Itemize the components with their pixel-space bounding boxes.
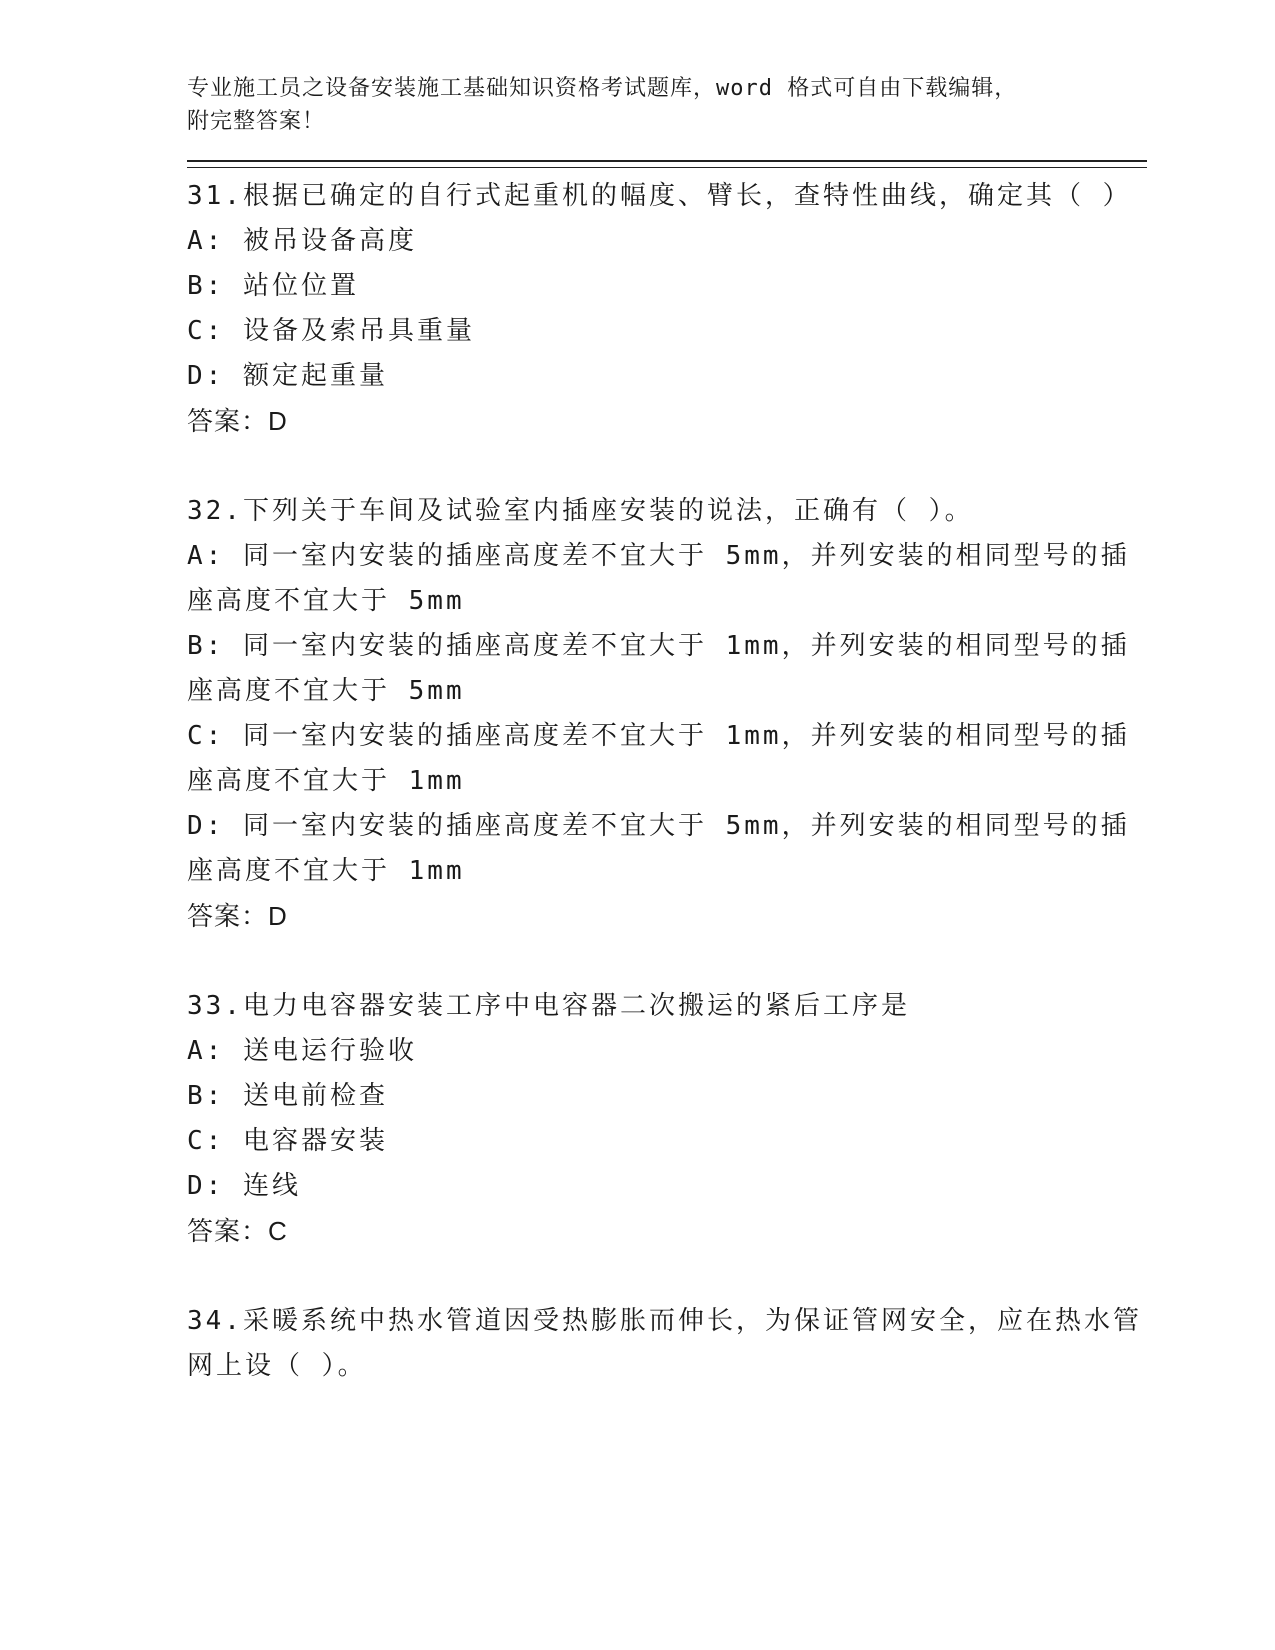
- option-letter: A:: [187, 541, 225, 571]
- header-line-1: 专业施工员之设备安装施工基础知识资格考试题库，word 格式可自由下载编辑，: [187, 76, 1018, 101]
- answer-line: [187, 894, 1147, 939]
- answer-label: 答案：: [187, 1216, 269, 1246]
- header-divider: [187, 160, 1147, 168]
- option-d: [187, 354, 1147, 399]
- option-letter: D:: [187, 361, 225, 391]
- answer-value: D: [268, 901, 288, 931]
- option-c: [187, 714, 1147, 804]
- option-letter: B:: [187, 1081, 225, 1111]
- option-letter: D:: [187, 811, 225, 841]
- option-text: 连线: [242, 1171, 301, 1201]
- option-letter: B:: [187, 271, 225, 301]
- option-a: [187, 1029, 1147, 1074]
- document-page: [187, 72, 1147, 1389]
- option-text: 送电运行验收: [242, 1036, 417, 1066]
- answer-line: [187, 399, 1147, 444]
- option-letter: C:: [187, 316, 225, 346]
- option-d: [187, 1164, 1147, 1209]
- answer-label: 答案：: [187, 406, 269, 436]
- option-text: 送电前检查: [242, 1081, 388, 1111]
- option-d: [187, 804, 1147, 894]
- option-letter: A:: [187, 1036, 225, 1066]
- question-32: [187, 489, 1147, 939]
- document-header: [187, 72, 1147, 138]
- option-b: [187, 624, 1147, 714]
- answer-line: [187, 1209, 1147, 1254]
- answer-value: C: [268, 1216, 288, 1246]
- option-text: 同一室内安装的插座高度差不宜大于 1mm，并列安装的相同型号的插座高度不宜大于 1mm: [187, 721, 1130, 796]
- option-text: 站位位置: [242, 271, 359, 301]
- option-text: 同一室内安装的插座高度差不宜大于 1mm，并列安装的相同型号的插座高度不宜大于 5mm: [187, 631, 1130, 706]
- option-text: 被吊设备高度: [242, 226, 417, 256]
- question-34: [187, 1299, 1147, 1389]
- answer-value: D: [268, 406, 288, 436]
- option-text: 额定起重量: [242, 361, 388, 391]
- option-b: [187, 264, 1147, 309]
- question-stem: 32.下列关于车间及试验室内插座安装的说法，正确有（ ）。: [187, 496, 974, 526]
- option-letter: B:: [187, 631, 225, 661]
- option-letter: C:: [187, 721, 225, 751]
- option-b: [187, 1074, 1147, 1119]
- option-c: [187, 309, 1147, 354]
- question-31: [187, 174, 1147, 444]
- question-stem: 33.电力电容器安装工序中电容器二次搬运的紧后工序是: [187, 991, 910, 1021]
- option-a: [187, 534, 1147, 624]
- option-text: 设备及索吊具重量: [242, 316, 475, 346]
- option-a: [187, 219, 1147, 264]
- option-text: 同一室内安装的插座高度差不宜大于 5mm，并列安装的相同型号的插座高度不宜大于 5mm: [187, 541, 1130, 616]
- option-text: 同一室内安装的插座高度差不宜大于 5mm，并列安装的相同型号的插座高度不宜大于 1mm: [187, 811, 1130, 886]
- option-letter: D:: [187, 1171, 225, 1201]
- option-letter: A:: [187, 226, 225, 256]
- question-33: [187, 984, 1147, 1254]
- header-line-2: 附完整答案！: [187, 109, 326, 134]
- question-stem: 31.根据已确定的自行式起重机的幅度、臂长，查特性曲线，确定其（ ）: [187, 181, 1132, 211]
- option-text: 电容器安装: [242, 1126, 388, 1156]
- option-letter: C:: [187, 1126, 225, 1156]
- option-c: [187, 1119, 1147, 1164]
- question-stem: 34.采暖系统中热水管道因受热膨胀而伸长，为保证管网安全，应在热水管网上设（ ）。: [187, 1306, 1142, 1381]
- answer-label: 答案：: [187, 901, 269, 931]
